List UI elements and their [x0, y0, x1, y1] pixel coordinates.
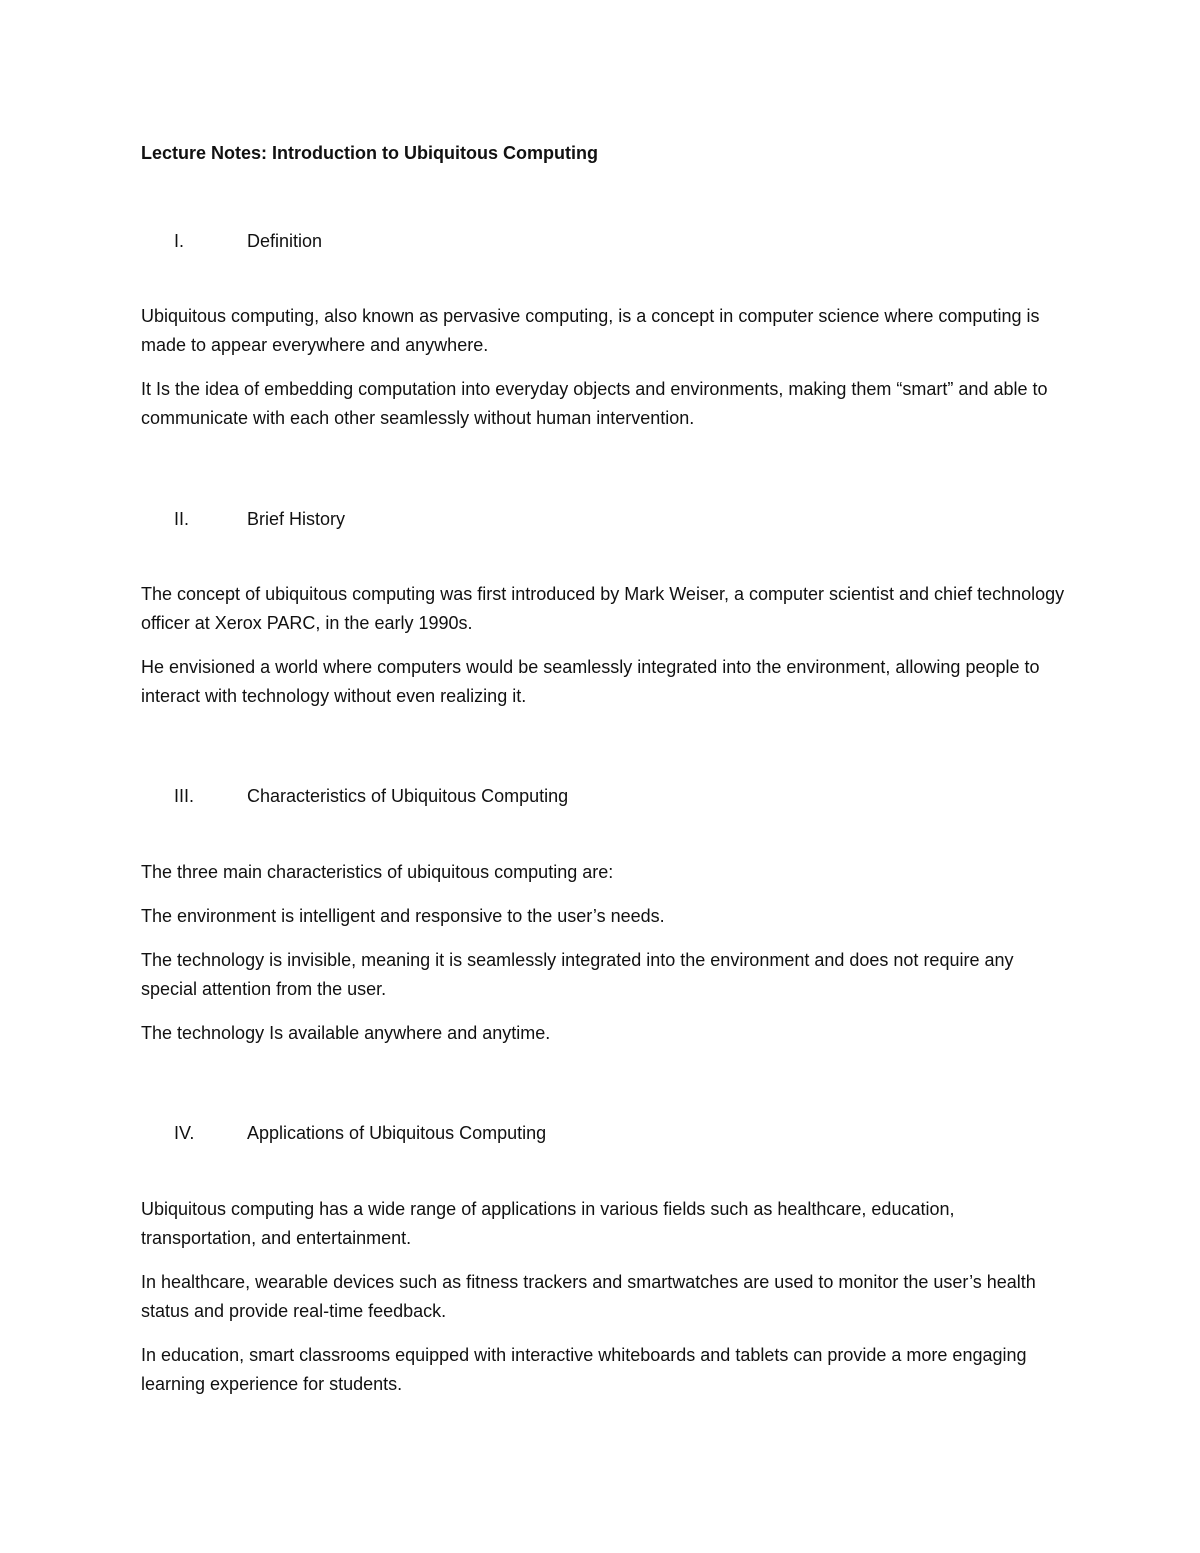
- paragraph: The three main characteristics of ubiquitous computing are:: [141, 862, 614, 882]
- paragraph: In healthcare, wearable devices such as fitness trackers and smartwatches are used to monitor the user’s health status and provide real-time feedback.: [141, 1272, 1036, 1321]
- section-heading-definition: [174, 231, 322, 252]
- section-title: Brief History: [247, 509, 346, 529]
- section-title: Definition: [247, 231, 323, 251]
- document-title: Lecture Notes: Introduction to Ubiquitous Computing: [141, 143, 598, 163]
- section-number: III.: [174, 786, 195, 806]
- paragraph: The concept of ubiquitous computing was first introduced by Mark Weiser, a computer scientist and chief technology officer at Xerox PARC, in the early 1990s.: [141, 584, 1065, 633]
- paragraph: He envisioned a world where computers would be seamlessly integrated into the environment, allowing people to interact with technology without even realizing it.: [141, 657, 1040, 706]
- section-heading-brief-history: [174, 509, 345, 530]
- paragraph: Ubiquitous computing, also known as pervasive computing, is a concept in computer science where computing is made to appear everywhere and anywhere.: [141, 306, 1040, 355]
- section-number: II.: [174, 509, 190, 529]
- section-heading-characteristics: [174, 786, 568, 807]
- paragraph: The technology is invisible, meaning it is seamlessly integrated into the environment and does not require any special attention from the user.: [141, 950, 1014, 999]
- paragraph: It Is the idea of embedding computation into everyday objects and environments, making them “smart” and able to communicate with each other seamlessly without human intervention.: [141, 379, 1048, 428]
- paragraph: The technology Is available anywhere and anytime.: [141, 1023, 551, 1043]
- paragraph: The environment is intelligent and responsive to the user’s needs.: [141, 906, 665, 926]
- section-heading-applications: [174, 1123, 546, 1144]
- paragraph: In education, smart classrooms equipped with interactive whiteboards and tablets can provide a more engaging learning experience for students.: [141, 1345, 1027, 1394]
- section-number: IV.: [174, 1123, 195, 1143]
- paragraph: Ubiquitous computing has a wide range of applications in various fields such as healthcare, education, transportation, and entertainment.: [141, 1199, 955, 1248]
- section-number: I.: [174, 231, 185, 251]
- section-title: Characteristics of Ubiquitous Computing: [247, 786, 569, 806]
- section-title: Applications of Ubiquitous Computing: [247, 1123, 547, 1143]
